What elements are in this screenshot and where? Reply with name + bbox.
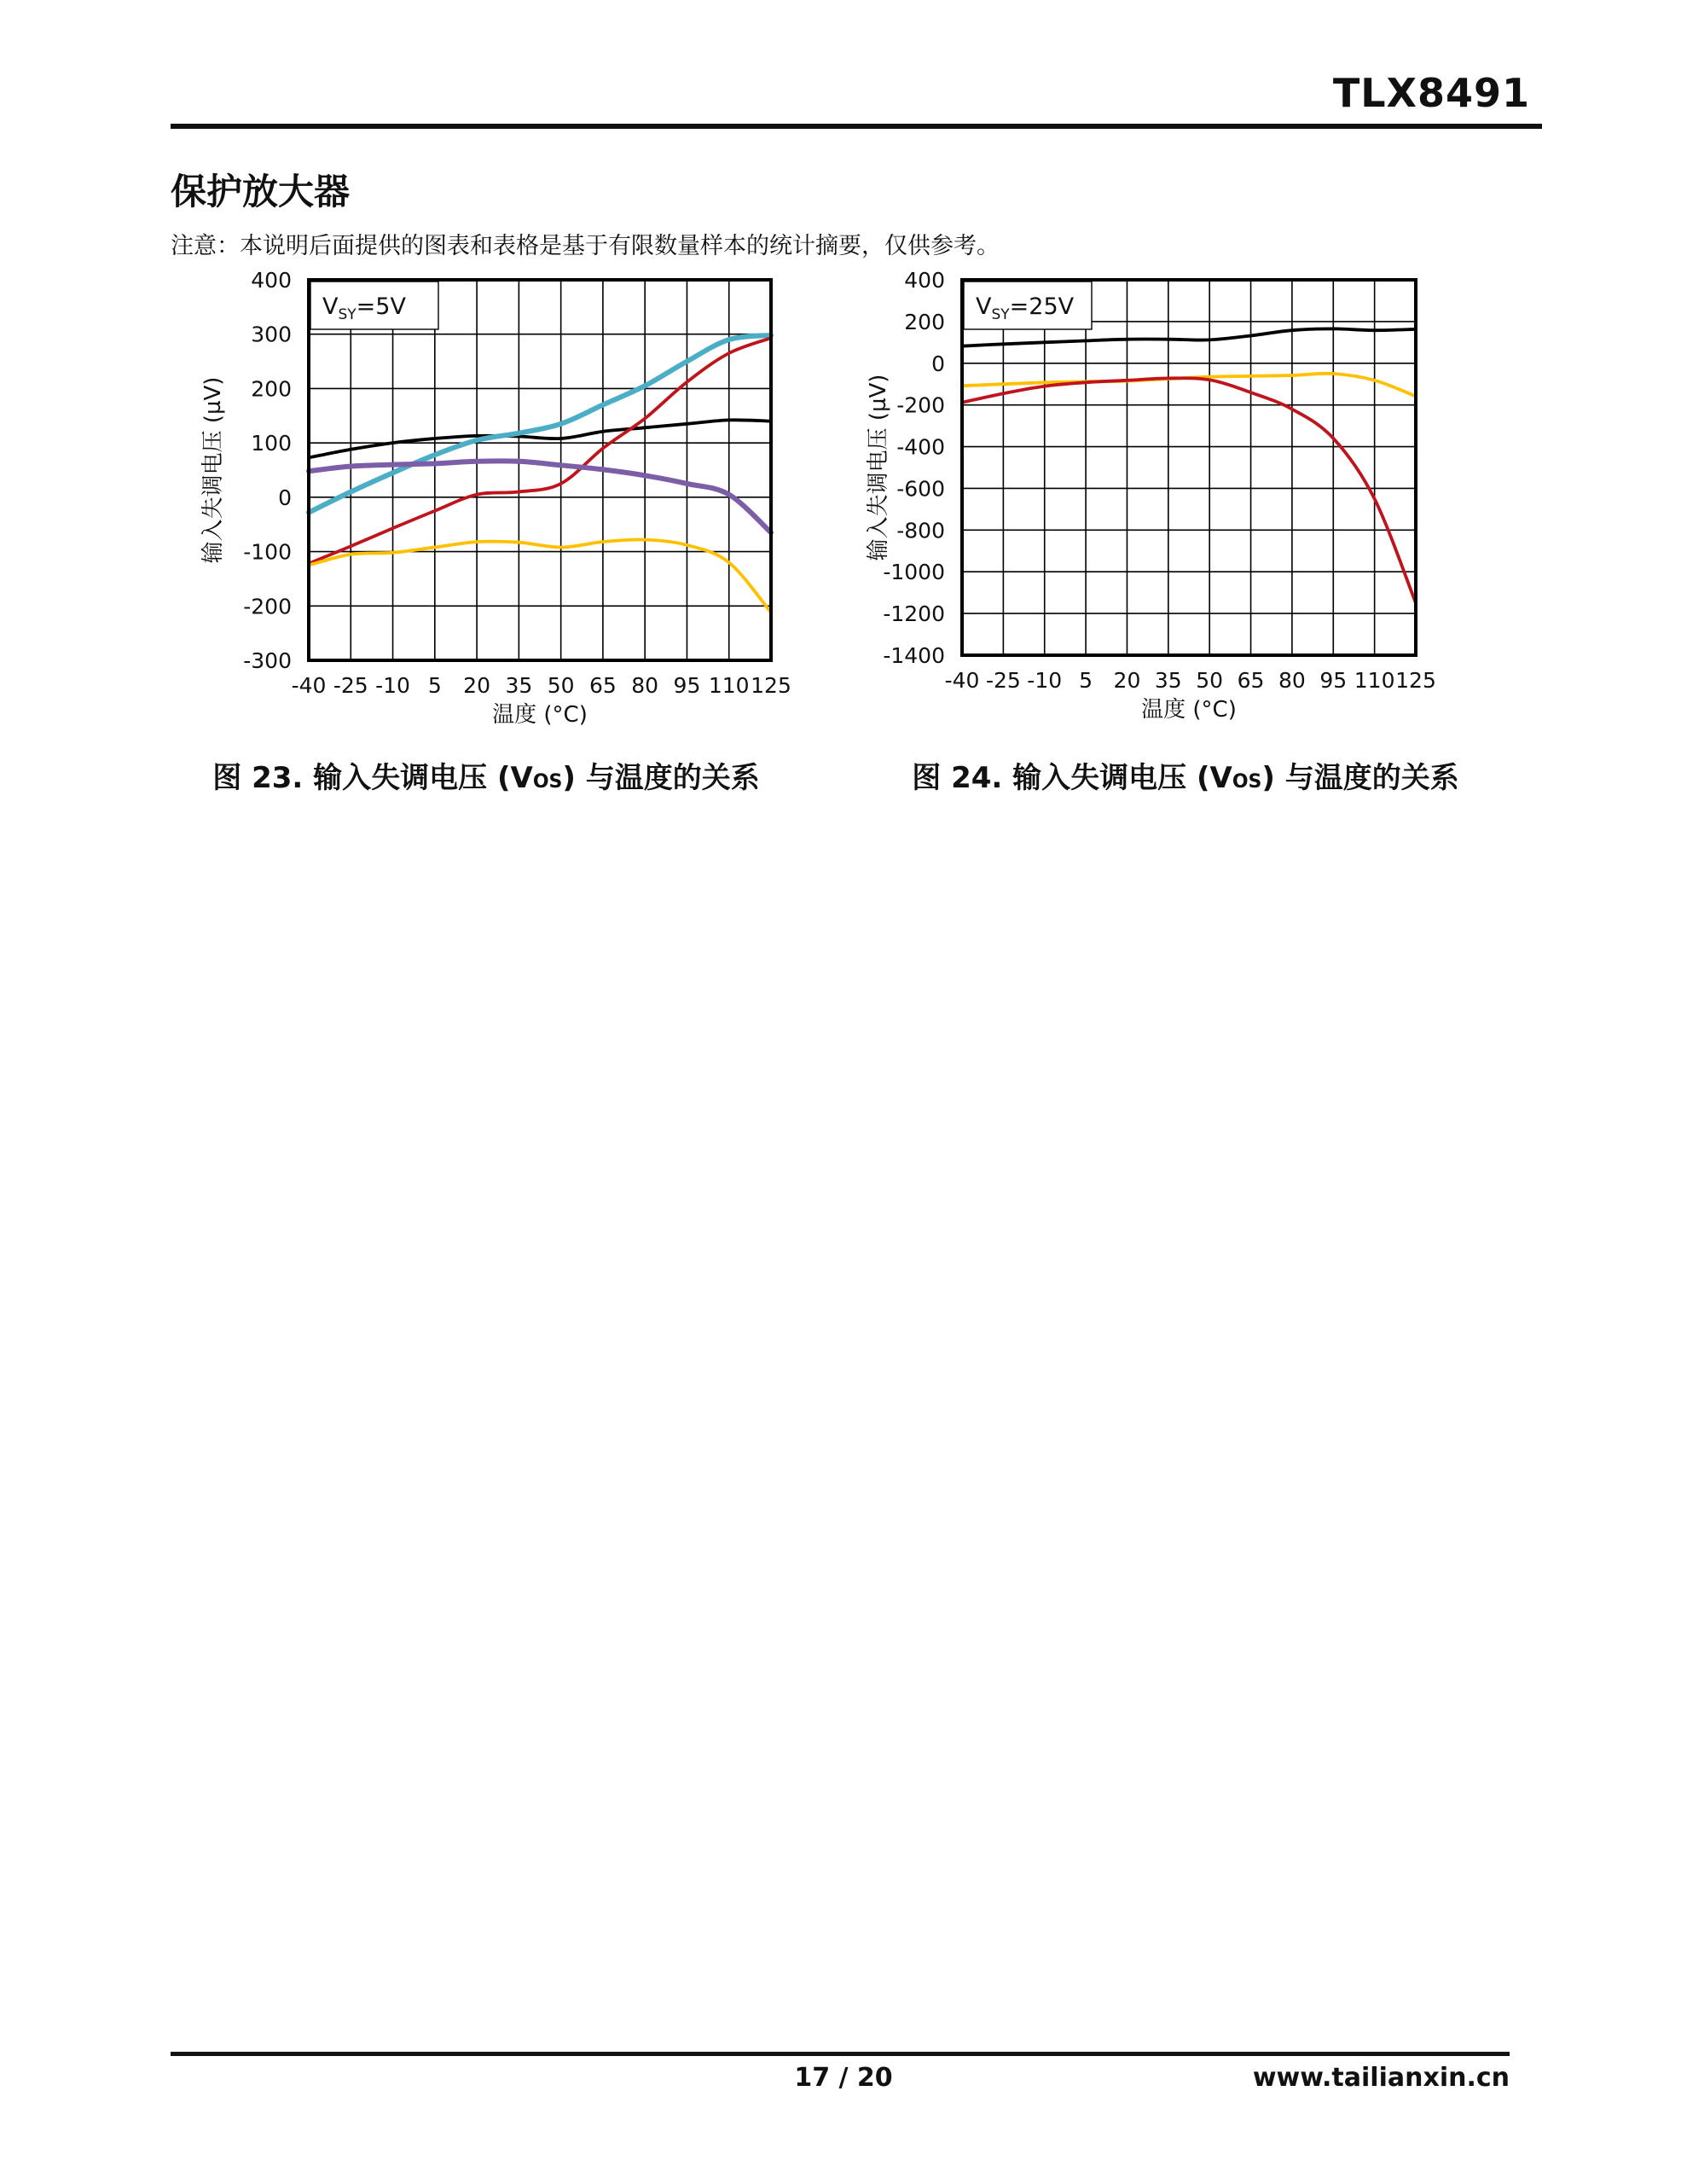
figure-caption-23 bbox=[171, 754, 802, 796]
caption-text: 图 24. 输入失调电压 (V bbox=[912, 761, 1232, 795]
x-tick-label: 20 bbox=[1113, 668, 1141, 693]
caption-text-suffix: ) 与温度的关系 bbox=[1261, 761, 1459, 795]
x-tick-label: 5 bbox=[427, 673, 442, 698]
y-tick-label: -300 bbox=[243, 648, 292, 673]
page-number: 17 / 20 bbox=[794, 2063, 893, 2093]
condition-label bbox=[964, 282, 1092, 329]
x-axis-label: 温度 (°C) bbox=[492, 702, 588, 728]
chart-vos-vs-temp-5v bbox=[188, 256, 819, 734]
x-tick-label: -25 bbox=[985, 668, 1021, 693]
y-tick-label: 200 bbox=[251, 376, 292, 402]
y-tick-label: -600 bbox=[896, 476, 945, 502]
y-tick-label: -1200 bbox=[883, 601, 945, 627]
x-tick-label: 110 bbox=[708, 673, 750, 698]
website-link[interactable]: www.tailianxin.cn bbox=[1252, 2063, 1510, 2093]
caption-subscript: OS bbox=[532, 771, 563, 793]
caption-subscript: OS bbox=[1232, 771, 1262, 793]
y-tick-label: -800 bbox=[896, 518, 945, 543]
series-line bbox=[309, 539, 771, 612]
plot-frame bbox=[962, 280, 1416, 655]
x-tick-label: 50 bbox=[1196, 668, 1224, 693]
condition-label-text: $V_{SY}=5V$ bbox=[322, 293, 406, 323]
chart-vos-vs-temp-25v bbox=[853, 256, 1518, 734]
section-title: 保护放大器 bbox=[171, 171, 351, 212]
y-axis-label: 输入失调电压 (µV) bbox=[200, 376, 226, 564]
y-tick-label: -1000 bbox=[883, 560, 945, 585]
document-title: TLX8491 bbox=[1332, 70, 1530, 116]
x-tick-label: -25 bbox=[333, 673, 368, 698]
x-tick-label: 95 bbox=[673, 673, 701, 698]
plot-frame bbox=[309, 280, 771, 660]
x-tick-label: -10 bbox=[1027, 668, 1063, 693]
x-tick-label: 20 bbox=[463, 673, 490, 698]
header-divider bbox=[171, 124, 1542, 129]
x-tick-label: 5 bbox=[1079, 668, 1093, 693]
note-text: 注意：本说明后面提供的图表和表格是基于有限数量样本的统计摘要，仅供参考。 bbox=[171, 233, 1000, 259]
y-tick-label: -400 bbox=[896, 434, 945, 460]
y-tick-label: -200 bbox=[243, 594, 292, 619]
y-tick-label: 400 bbox=[251, 268, 292, 293]
series-line bbox=[309, 420, 771, 457]
x-tick-label: 125 bbox=[751, 673, 791, 698]
grid bbox=[309, 280, 771, 660]
condition-label-text: $V_{SY}=25V$ bbox=[976, 293, 1075, 323]
y-tick-label: 200 bbox=[904, 309, 945, 334]
x-tick-label: 35 bbox=[1154, 668, 1182, 693]
x-tick-label: 65 bbox=[589, 673, 617, 698]
y-tick-label: -1400 bbox=[883, 643, 945, 668]
y-tick-label: 100 bbox=[251, 431, 292, 456]
y-tick-label: 0 bbox=[278, 485, 292, 510]
x-tick-label: 125 bbox=[1395, 668, 1436, 693]
x-tick-label: -40 bbox=[291, 673, 327, 698]
grid bbox=[962, 280, 1416, 655]
y-tick-label: 300 bbox=[251, 322, 292, 347]
x-tick-label: 50 bbox=[547, 673, 575, 698]
x-tick-label: 110 bbox=[1354, 668, 1395, 693]
y-tick-label: 0 bbox=[931, 351, 945, 376]
series-line bbox=[309, 338, 771, 563]
x-tick-label: -10 bbox=[375, 673, 410, 698]
series-line bbox=[962, 378, 1416, 603]
y-tick-label: -100 bbox=[243, 539, 292, 565]
y-tick-label: -200 bbox=[896, 392, 945, 418]
series-line bbox=[962, 328, 1416, 346]
figure-caption-24 bbox=[853, 754, 1518, 796]
caption-text: 图 23. 输入失调电压 (V bbox=[212, 761, 533, 795]
x-tick-label: 95 bbox=[1319, 668, 1348, 693]
x-tick-label: 80 bbox=[631, 673, 659, 698]
x-tick-label: 80 bbox=[1278, 668, 1306, 693]
y-axis-label: 输入失调电压 (µV) bbox=[866, 374, 891, 561]
condition-label bbox=[310, 282, 438, 329]
x-tick-label: 65 bbox=[1237, 668, 1265, 693]
footer-divider bbox=[171, 2052, 1510, 2056]
x-axis-label: 温度 (°C) bbox=[1141, 697, 1237, 723]
caption-text-suffix: ) 与温度的关系 bbox=[562, 761, 760, 795]
x-tick-label: 35 bbox=[505, 673, 533, 698]
y-tick-label: 400 bbox=[904, 268, 945, 293]
x-tick-label: -40 bbox=[944, 668, 980, 693]
